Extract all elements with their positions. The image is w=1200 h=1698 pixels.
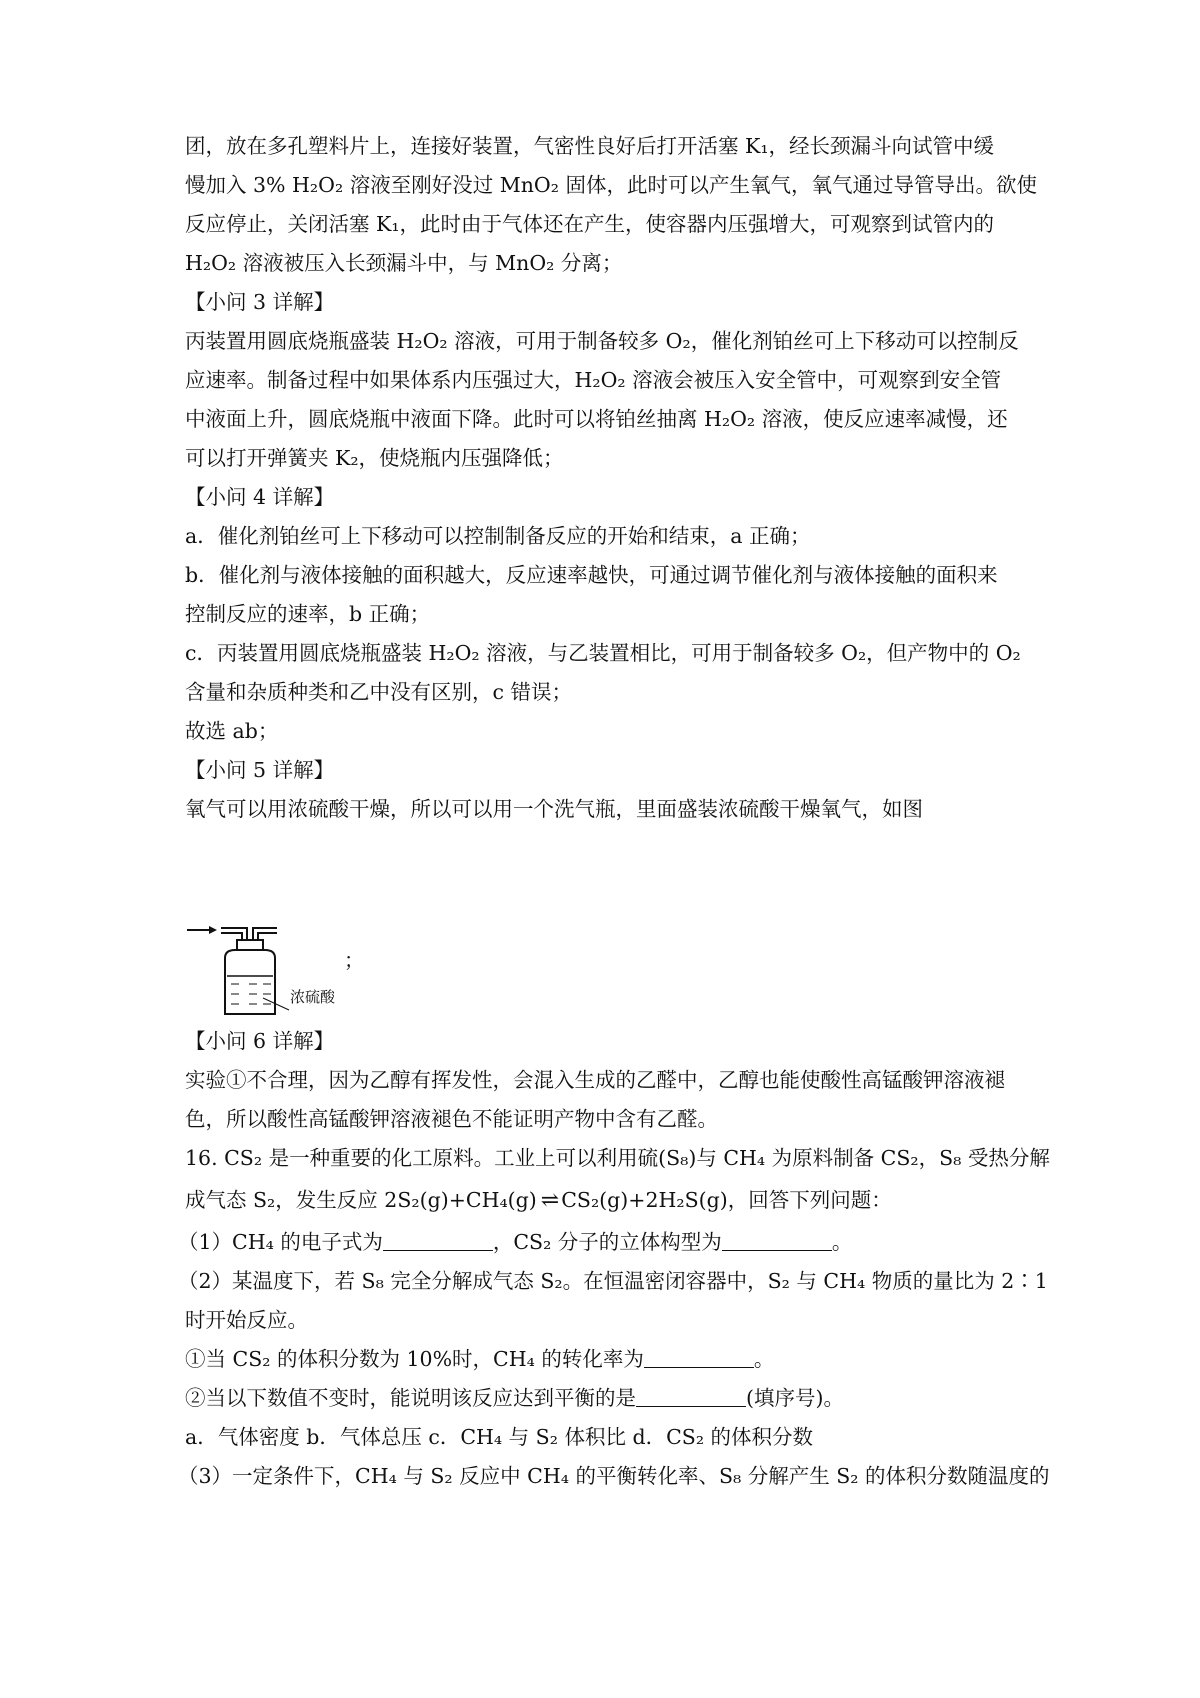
text-line: 丙装置用圆底烧瓶盛装 H₂O₂ 溶液，可用于制备较多 O₂，催化剂铂丝可上下移动可以控制反 (185, 329, 1019, 353)
text-line: 实验①不合理，因为乙醇有挥发性，会混入生成的乙醛中，乙醇也能使酸性高锰酸钾溶液褪 (185, 1068, 1005, 1092)
options-line: a．气体密度 b．气体总压 c．CH₄ 与 S₂ 体积比 d．CS₂ 的体积分数 (185, 1425, 814, 1449)
answer-blank[interactable] (383, 1230, 493, 1251)
question-2b-text: (填序号)。 (746, 1386, 844, 1410)
reaction-prefix: 成气态 S₂，发生反应 (185, 1188, 385, 1212)
text-line: H₂O₂ 溶液被压入长颈漏斗中，与 MnO₂ 分离； (185, 251, 623, 275)
question-2a (185, 1345, 774, 1373)
figure-punctuation: ； (344, 948, 364, 972)
text-line: 慢加入 3% H₂O₂ 溶液至刚好没过 MnO₂ 固体，此时可以产生氧气，氧气通过导管导出。欲使 (185, 173, 1037, 197)
section-heading: 【小问 4 详解】 (185, 485, 335, 509)
question-16-line: 16. CS₂ 是一种重要的化工原料。工业上可以利用硫(S₈)与 CH₄ 为原料制备 CS₂，S₈ 受热分解 (185, 1146, 1050, 1170)
question-1-text: 。 (831, 1230, 853, 1254)
text-line: 含量和杂质种类和乙中没有区别，c 错误； (185, 680, 572, 704)
text-line: b．催化剂与液体接触的面积越大，反应速率越快，可通过调节催化剂与液体接触的面积来 (185, 563, 998, 587)
question-1 (178, 1228, 852, 1256)
text-line: 应速率。制备过程中如果体系内压强过大，H₂O₂ 溶液会被压入安全管中，可观察到安全管 (185, 368, 1002, 392)
text-line: 团，放在多孔塑料片上，连接好装置，气密性良好后打开活塞 K₁，经长颈漏斗向试管中缓 (185, 134, 995, 158)
reversible-arrow-icon: ⇌ (540, 1188, 558, 1213)
answer-blank[interactable] (722, 1230, 832, 1251)
question-2b (185, 1384, 844, 1412)
answer-blank[interactable] (644, 1347, 754, 1368)
figure-label: 浓硫酸 (290, 988, 336, 1006)
text-line: 中液面上升，圆底烧瓶中液面下降。此时可以将铂丝抽离 H₂O₂ 溶液，使反应速率减慢，还 (185, 407, 1008, 431)
question-2-line: （2）某温度下，若 S₈ 完全分解成气态 S₂。在恒温密闭容器中，S₂ 与 CH₄ 物质的量比为 2∶1 (178, 1269, 1048, 1293)
question-2a-text: ①当 CS₂ 的体积分数为 10%时，CH₄ 的转化率为 (185, 1347, 644, 1371)
text-line: 时开始反应。 (185, 1308, 308, 1332)
answer-blank[interactable] (636, 1386, 746, 1407)
text-line: 氧气可以用浓硫酸干燥，所以可以用一个洗气瓶，里面盛装浓硫酸干燥氧气，如图 (185, 797, 923, 821)
text-line: c．丙装置用圆底烧瓶盛装 H₂O₂ 溶液，与乙装置相比，可用于制备较多 O₂，但产物中的 O₂ (185, 641, 1021, 665)
section-heading: 【小问 3 详解】 (185, 290, 335, 314)
reaction-suffix: ，回答下列问题： (727, 1188, 892, 1212)
text-line: 可以打开弹簧夹 K₂，使烧瓶内压强降低； (185, 446, 564, 470)
text-line: 反应停止，关闭活塞 K₁，此时由于气体还在产生，使容器内压强增大，可观察到试管内的 (185, 212, 995, 236)
equation-left: 2S₂(g)+CH₄(g) (384, 1188, 537, 1212)
question-2a-text: 。 (753, 1347, 775, 1371)
text-line: a．催化剂铂丝可上下移动可以控制制备反应的开始和结束，a 正确； (185, 524, 811, 548)
text-line: 故选 ab； (185, 719, 279, 743)
question-1-text: （1）CH₄ 的电子式为 (178, 1230, 383, 1254)
section-heading: 【小问 6 详解】 (185, 1029, 335, 1053)
question-2b-text: ②当以下数值不变时，能说明该反应达到平衡的是 (185, 1386, 636, 1410)
question-1-text: ，CS₂ 分子的立体构型为 (492, 1230, 722, 1254)
section-heading: 【小问 5 详解】 (185, 758, 335, 782)
reaction-line (185, 1186, 892, 1215)
question-3-line: （3）一定条件下，CH₄ 与 S₂ 反应中 CH₄ 的平衡转化率、S₈ 分解产生 S₂ 的体积分数随温度的 (178, 1464, 1050, 1488)
text-line: 色，所以酸性高锰酸钾溶液褪色不能证明产物中含有乙醛。 (185, 1107, 718, 1131)
equation-right: CS₂(g)+2H₂S(g) (561, 1188, 728, 1212)
text-line: 控制反应的速率，b 正确； (185, 602, 431, 626)
